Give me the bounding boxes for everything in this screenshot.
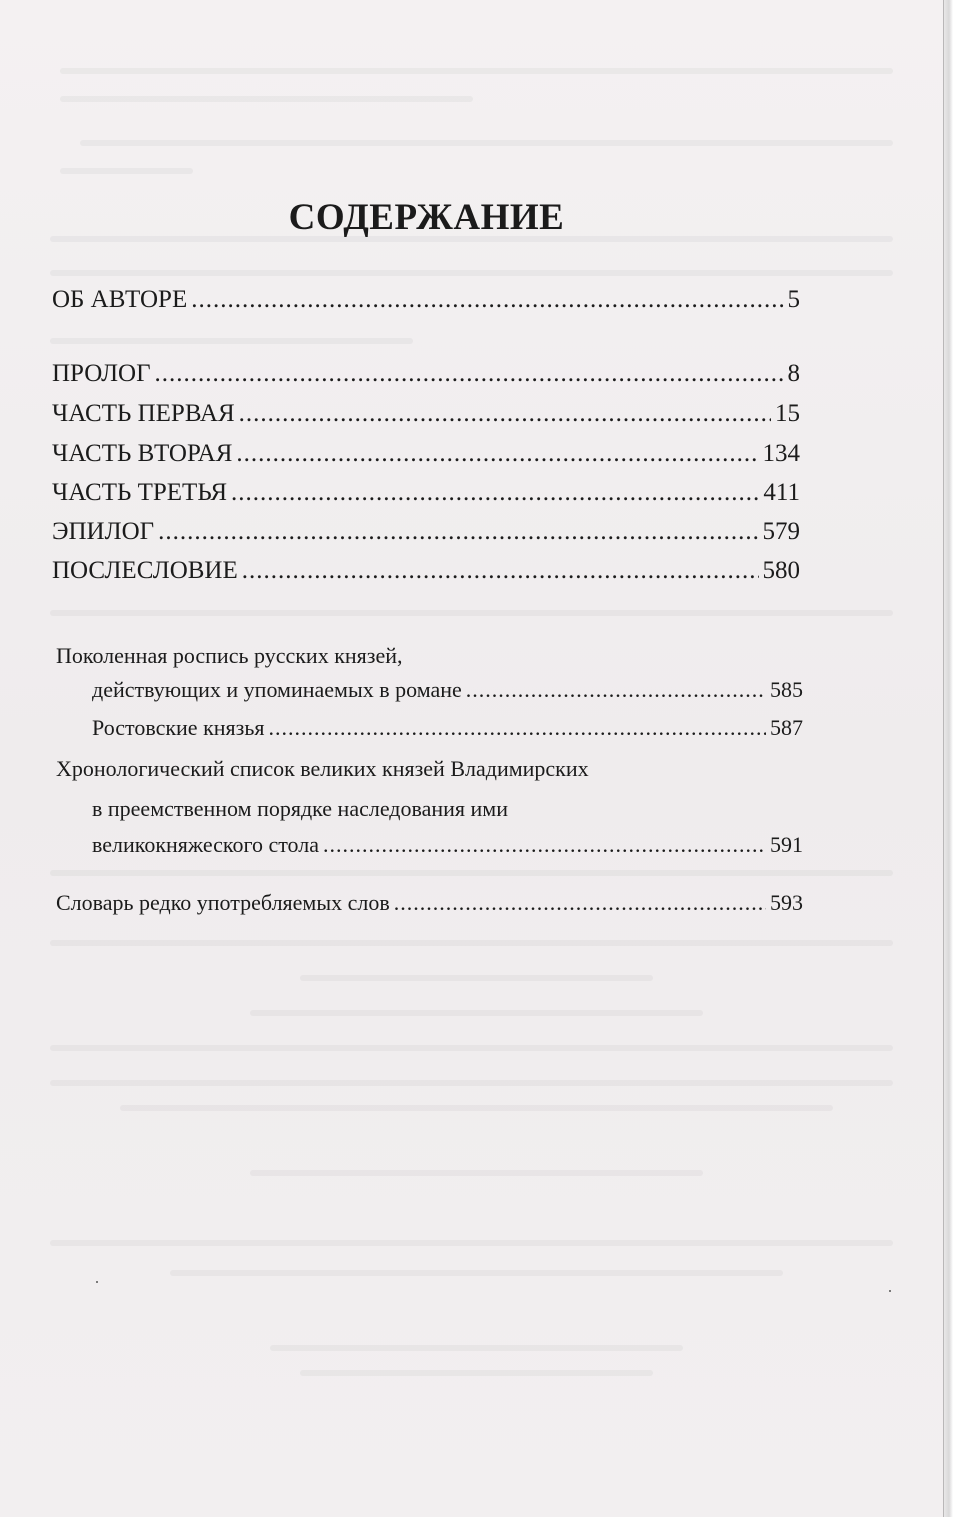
toc-entry-part-one[interactable] (52, 399, 800, 429)
bleed-through (50, 1045, 893, 1051)
toc-entry-label: ПОСЛЕСЛОВИЕ (52, 557, 238, 584)
dot-leader (239, 399, 771, 429)
dot-leader (158, 517, 758, 547)
toc-entry-label: ЭПИЛОГ (52, 518, 155, 545)
dot-leader (155, 359, 784, 389)
dot-leader (269, 714, 767, 742)
toc-entry-part-two[interactable] (52, 439, 800, 469)
dot-leader (394, 889, 766, 917)
speck (889, 1290, 891, 1292)
bleed-through (120, 1105, 833, 1111)
toc-entry-genealogy[interactable] (92, 676, 803, 704)
toc-entry-label: ЧАСТЬ ВТОРАЯ (52, 440, 233, 467)
toc-entry-chronology-line1[interactable]: Хронологический список великих князей Владимирских (56, 756, 589, 781)
toc-entry-rostov-princes[interactable] (92, 714, 803, 742)
toc-page-number: 579 (762, 518, 800, 545)
toc-page-number: 580 (762, 557, 800, 584)
toc-entry-chronology[interactable] (92, 831, 803, 859)
bleed-through (300, 975, 653, 981)
bleed-through (60, 168, 193, 174)
toc-page-number: 8 (787, 360, 800, 387)
toc-page-number: 593 (770, 890, 803, 915)
toc-page-number: 587 (770, 715, 803, 740)
toc-entry-label: действующих и упоминаемых в романе (92, 677, 462, 702)
page-edge-line (943, 0, 944, 1517)
toc-entry-afterword[interactable] (52, 556, 800, 586)
page-title: СОДЕРЖАНИЕ (288, 197, 565, 238)
bleed-through (250, 1010, 703, 1016)
bleed-through (50, 610, 893, 616)
page-edge (943, 0, 953, 1517)
toc-page-number: 5 (787, 286, 800, 313)
toc-page-number: 585 (770, 677, 803, 702)
dot-leader (191, 285, 783, 315)
toc-entry-label: ПРОЛОГ (52, 360, 151, 387)
toc-entry-label: Ростовские князья (92, 715, 265, 740)
bleed-through (60, 96, 473, 102)
toc-entry-prologue[interactable] (52, 359, 800, 389)
speck (96, 1281, 98, 1283)
dot-leader (323, 831, 766, 859)
toc-page-number: 15 (775, 400, 800, 427)
toc-entry-genealogy-line1[interactable]: Поколенная роспись русских князей, (56, 643, 403, 668)
toc-entry-chronology-line2[interactable]: в преемственном порядке наследования ими (92, 796, 509, 821)
bleed-through (80, 140, 893, 146)
bleed-through (300, 1370, 653, 1376)
bleed-through (170, 1270, 783, 1276)
toc-entry-glossary[interactable] (56, 889, 803, 917)
bleed-through (50, 1240, 893, 1246)
bleed-through (50, 270, 893, 276)
toc-entry-label: ЧАСТЬ ТРЕТЬЯ (52, 479, 228, 506)
toc-page-number: 591 (770, 832, 803, 857)
bleed-through (50, 870, 893, 876)
toc-entry-label: ОБ АВТОРЕ (52, 286, 188, 313)
toc-entry-label: Словарь редко употребляемых слов (56, 890, 390, 915)
toc-entry-label: великокняжеского стола (92, 832, 320, 857)
bleed-through (50, 338, 413, 344)
bleed-through (60, 68, 893, 74)
bleed-through (250, 1170, 703, 1176)
dot-leader (231, 478, 759, 508)
bleed-through (50, 1080, 893, 1086)
bleed-through (270, 1345, 683, 1351)
toc-page-number: 411 (763, 479, 800, 506)
toc-entry-part-three[interactable] (52, 478, 800, 508)
dot-leader (236, 439, 758, 469)
toc-entry-epilogue[interactable] (52, 517, 800, 547)
toc-entry-label: ЧАСТЬ ПЕРВАЯ (52, 400, 235, 427)
toc-page-number: 134 (762, 440, 800, 467)
dot-leader (466, 676, 766, 704)
bleed-through (50, 940, 893, 946)
toc-entry-about-author[interactable] (52, 285, 800, 315)
dot-leader (242, 556, 759, 586)
